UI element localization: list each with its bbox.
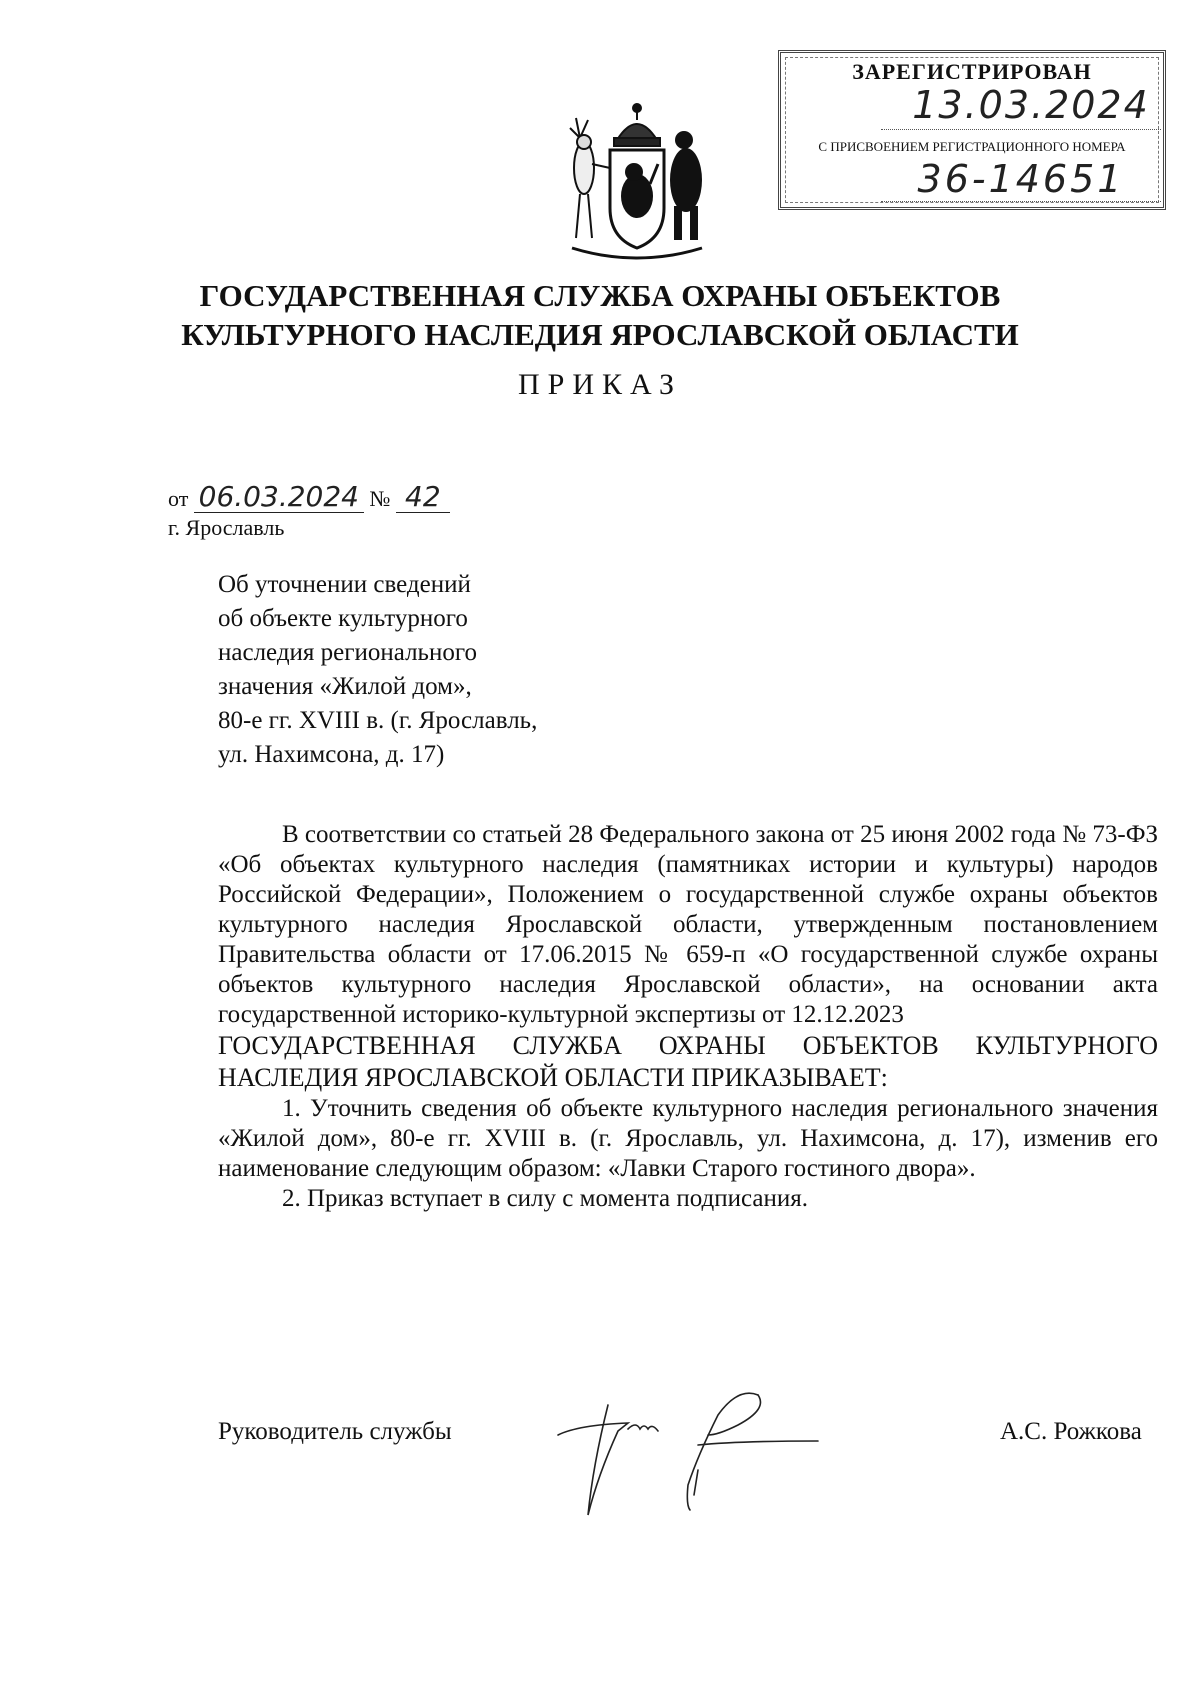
stamp-subtitle: С ПРИСВОЕНИЕМ РЕГИСТРАЦИОННОГО НОМЕРА [818, 139, 1126, 154]
document-body [218, 820, 1158, 1214]
stamp-date-line [881, 129, 1161, 130]
stamp-number: 36-14651 [917, 157, 1125, 201]
organization-name [0, 276, 1200, 354]
subject-line: 80-е гг. XVIII в. (г. Ярославль, [218, 707, 538, 734]
document-type: ПРИКАЗ [518, 368, 682, 401]
subject-line: Об уточнении сведений [218, 571, 471, 598]
stamp-title: ЗАРЕГИСТРИРОВАН [852, 59, 1092, 84]
signer-name: А.С. Рожкова [1000, 1418, 1142, 1445]
signer-position: Руководитель службы [218, 1418, 452, 1445]
number-label: № [369, 486, 391, 511]
city: г. Ярославль [168, 515, 285, 540]
subject-line: наследия регионального [218, 639, 477, 666]
organization-name-line1: ГОСУДАРСТВЕННАЯ СЛУЖБА ОХРАНЫ ОБЪЕКТОВ [199, 278, 1001, 313]
registration-stamp [778, 50, 1166, 210]
from-label: от [168, 486, 189, 511]
stamp-number-line [881, 201, 1161, 202]
preamble-paragraph: В соответствии со статьей 28 Федерального закона от 25 июня 2002 года № 73-ФЗ «Об объектах культурного наследия (памятниках истории и культуры) народов Российской Федерации», Положением о государственной службе охраны объектов культурного наследия Ярославской области, утвержденным постановлением Правительства области от 17.06.2015 № 659-п «О государственной службе охраны объектов культурного наследия Ярославской области», на основании акта государственной историко-культурной экспертизы от 12.12.2023 [218, 821, 1158, 1028]
date-number-line [168, 482, 450, 512]
document-number: 42 [396, 482, 450, 513]
order-item-1: 1. Уточнить сведения об объекте культурного наследия регионального значения «Жилой дом», 80-е гг. XVIII в. (г. Ярославль, ул. Нахимсона, д. 17), изменив его наименование следующим образом: «Лавки Старого гостиного двора». [218, 1095, 1158, 1182]
organization-name-line2: КУЛЬТУРНОГО НАСЛЕДИЯ ЯРОСЛАВСКОЙ ОБЛАСТИ [181, 317, 1019, 352]
order-phrase: ГОСУДАРСТВЕННАЯ СЛУЖБА ОХРАНЫ ОБЪЕКТОВ КУЛЬТУРНОГО НАСЛЕДИЯ ЯРОСЛАВСКОЙ ОБЛАСТИ ПРИКАЗЫВАЕТ: [218, 1031, 1158, 1092]
document-date: 06.03.2024 [194, 482, 364, 513]
handwritten-signature [548, 1385, 848, 1525]
stamp-date: 13.03.2024 [912, 83, 1150, 127]
coat-of-arms-icon [562, 98, 712, 268]
document-subject [218, 568, 537, 772]
order-item-2: 2. Приказ вступает в силу с момента подписания. [282, 1185, 808, 1212]
subject-line: ул. Нахимсона, д. 17) [218, 741, 445, 768]
subject-line: об объекте культурного [218, 605, 468, 632]
subject-line: значения «Жилой дом», [218, 673, 472, 700]
